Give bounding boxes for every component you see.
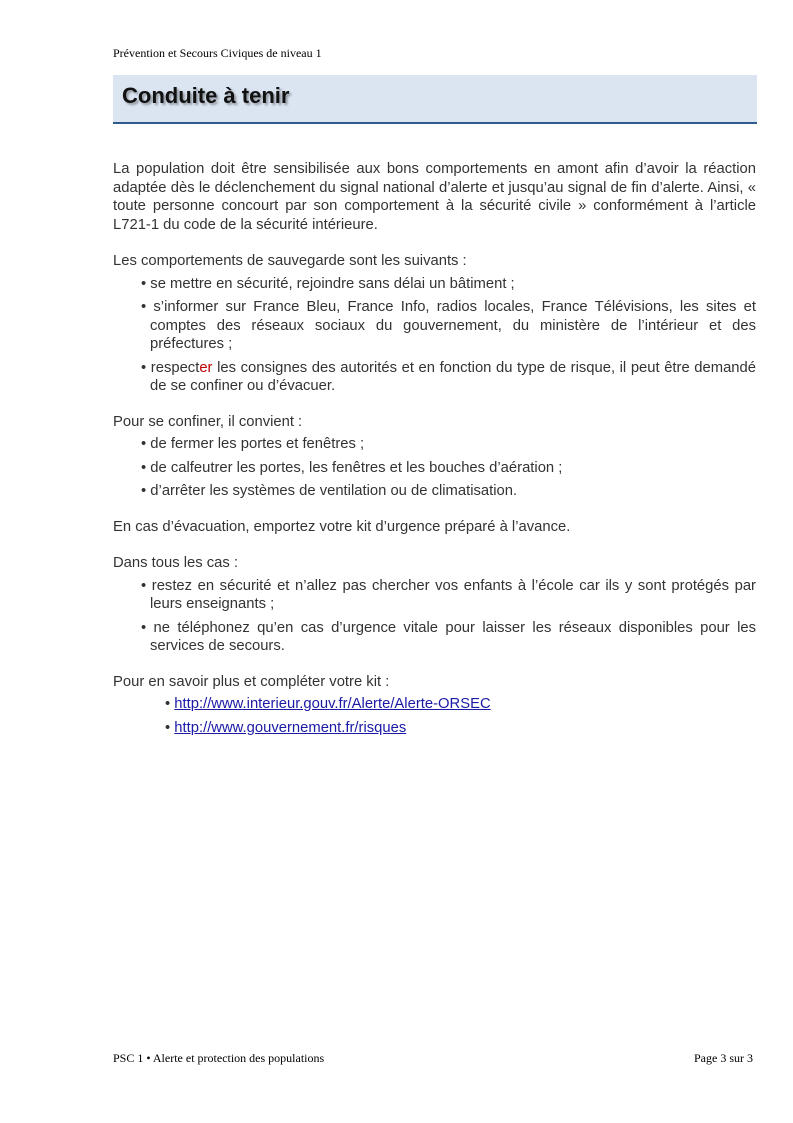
confiner-heading: Pour se confiner, il convient : bbox=[113, 413, 303, 430]
list-item bbox=[141, 359, 756, 396]
list-item: • d’arrêter les systèmes de ventilation ou de climatisation. bbox=[141, 482, 756, 501]
gouvernement-link[interactable]: http://www.gouvernement.fr/risques bbox=[174, 719, 407, 736]
section-title: Conduite à tenir bbox=[122, 83, 290, 108]
list-item: • de fermer les portes et fenêtres ; bbox=[141, 435, 756, 454]
list-item: • se mettre en sécurité, rejoindre sans délai un bâtiment ; bbox=[141, 275, 756, 294]
links-list bbox=[113, 695, 756, 737]
link-item bbox=[165, 695, 756, 714]
tous-cas-list bbox=[113, 577, 756, 656]
section-title-band bbox=[113, 75, 757, 124]
interieur-link[interactable]: http://www.interieur.gouv.fr/Alerte/Alerte-ORSEC bbox=[174, 696, 491, 712]
highlighted-text: er bbox=[199, 359, 213, 376]
list-item: • ne téléphonez qu’en cas d’urgence vitale pour laisser les réseaux disponibles pour les services de secours. bbox=[141, 619, 756, 656]
sauvegarde-heading: Les comportements de sauvegarde sont les suivants : bbox=[113, 253, 467, 269]
list-item: • s’informer sur France Bleu, France Info, radios locales, France Télévisions, les sites et comptes des réseaux sociaux du gouvernement, du ministère de l’intérieur et des préfectures ; bbox=[141, 298, 756, 354]
evacuation-paragraph: En cas d’évacuation, emportez votre kit d’urgence préparé à l’avance. bbox=[113, 518, 571, 535]
page-number: Page 3 sur 3 bbox=[694, 1051, 753, 1065]
intro-paragraph: La population doit être sensibilisée aux bons comportements en amont afin d’avoir la réaction adaptée dès le déclenchement du signal national d’alerte et jusqu’au signal de fin d’alerte. Ainsi, « toute personne concourt par son comportement à la sécurité civile » conformément à l’article L721-1 du code de la sécurité intérieure. bbox=[113, 161, 756, 233]
tous-cas-heading: Dans tous les cas : bbox=[113, 555, 239, 571]
list-item: • restez en sécurité et n’allez pas chercher vos enfants à l’école car ils y sont protégés par leurs enseignants ; bbox=[141, 577, 756, 614]
sauvegarde-list bbox=[113, 275, 756, 396]
list-item-text: respect bbox=[150, 359, 200, 376]
document-body bbox=[113, 160, 756, 742]
footer-title: PSC 1 • Alerte et protection des populations bbox=[113, 1051, 325, 1065]
confiner-list bbox=[113, 435, 756, 501]
savoir-plus-heading: Pour en savoir plus et compléter votre kit : bbox=[113, 673, 390, 690]
running-header: Prévention et Secours Civiques de niveau 1 bbox=[113, 46, 322, 60]
list-item-text: les consignes des autorités et en fonction du type de risque, il peut être demandé de se confiner ou d’évacuer. bbox=[150, 359, 756, 394]
list-item: • de calfeutrer les portes, les fenêtres et les bouches d’aération ; bbox=[141, 459, 756, 478]
link-item bbox=[165, 719, 756, 738]
